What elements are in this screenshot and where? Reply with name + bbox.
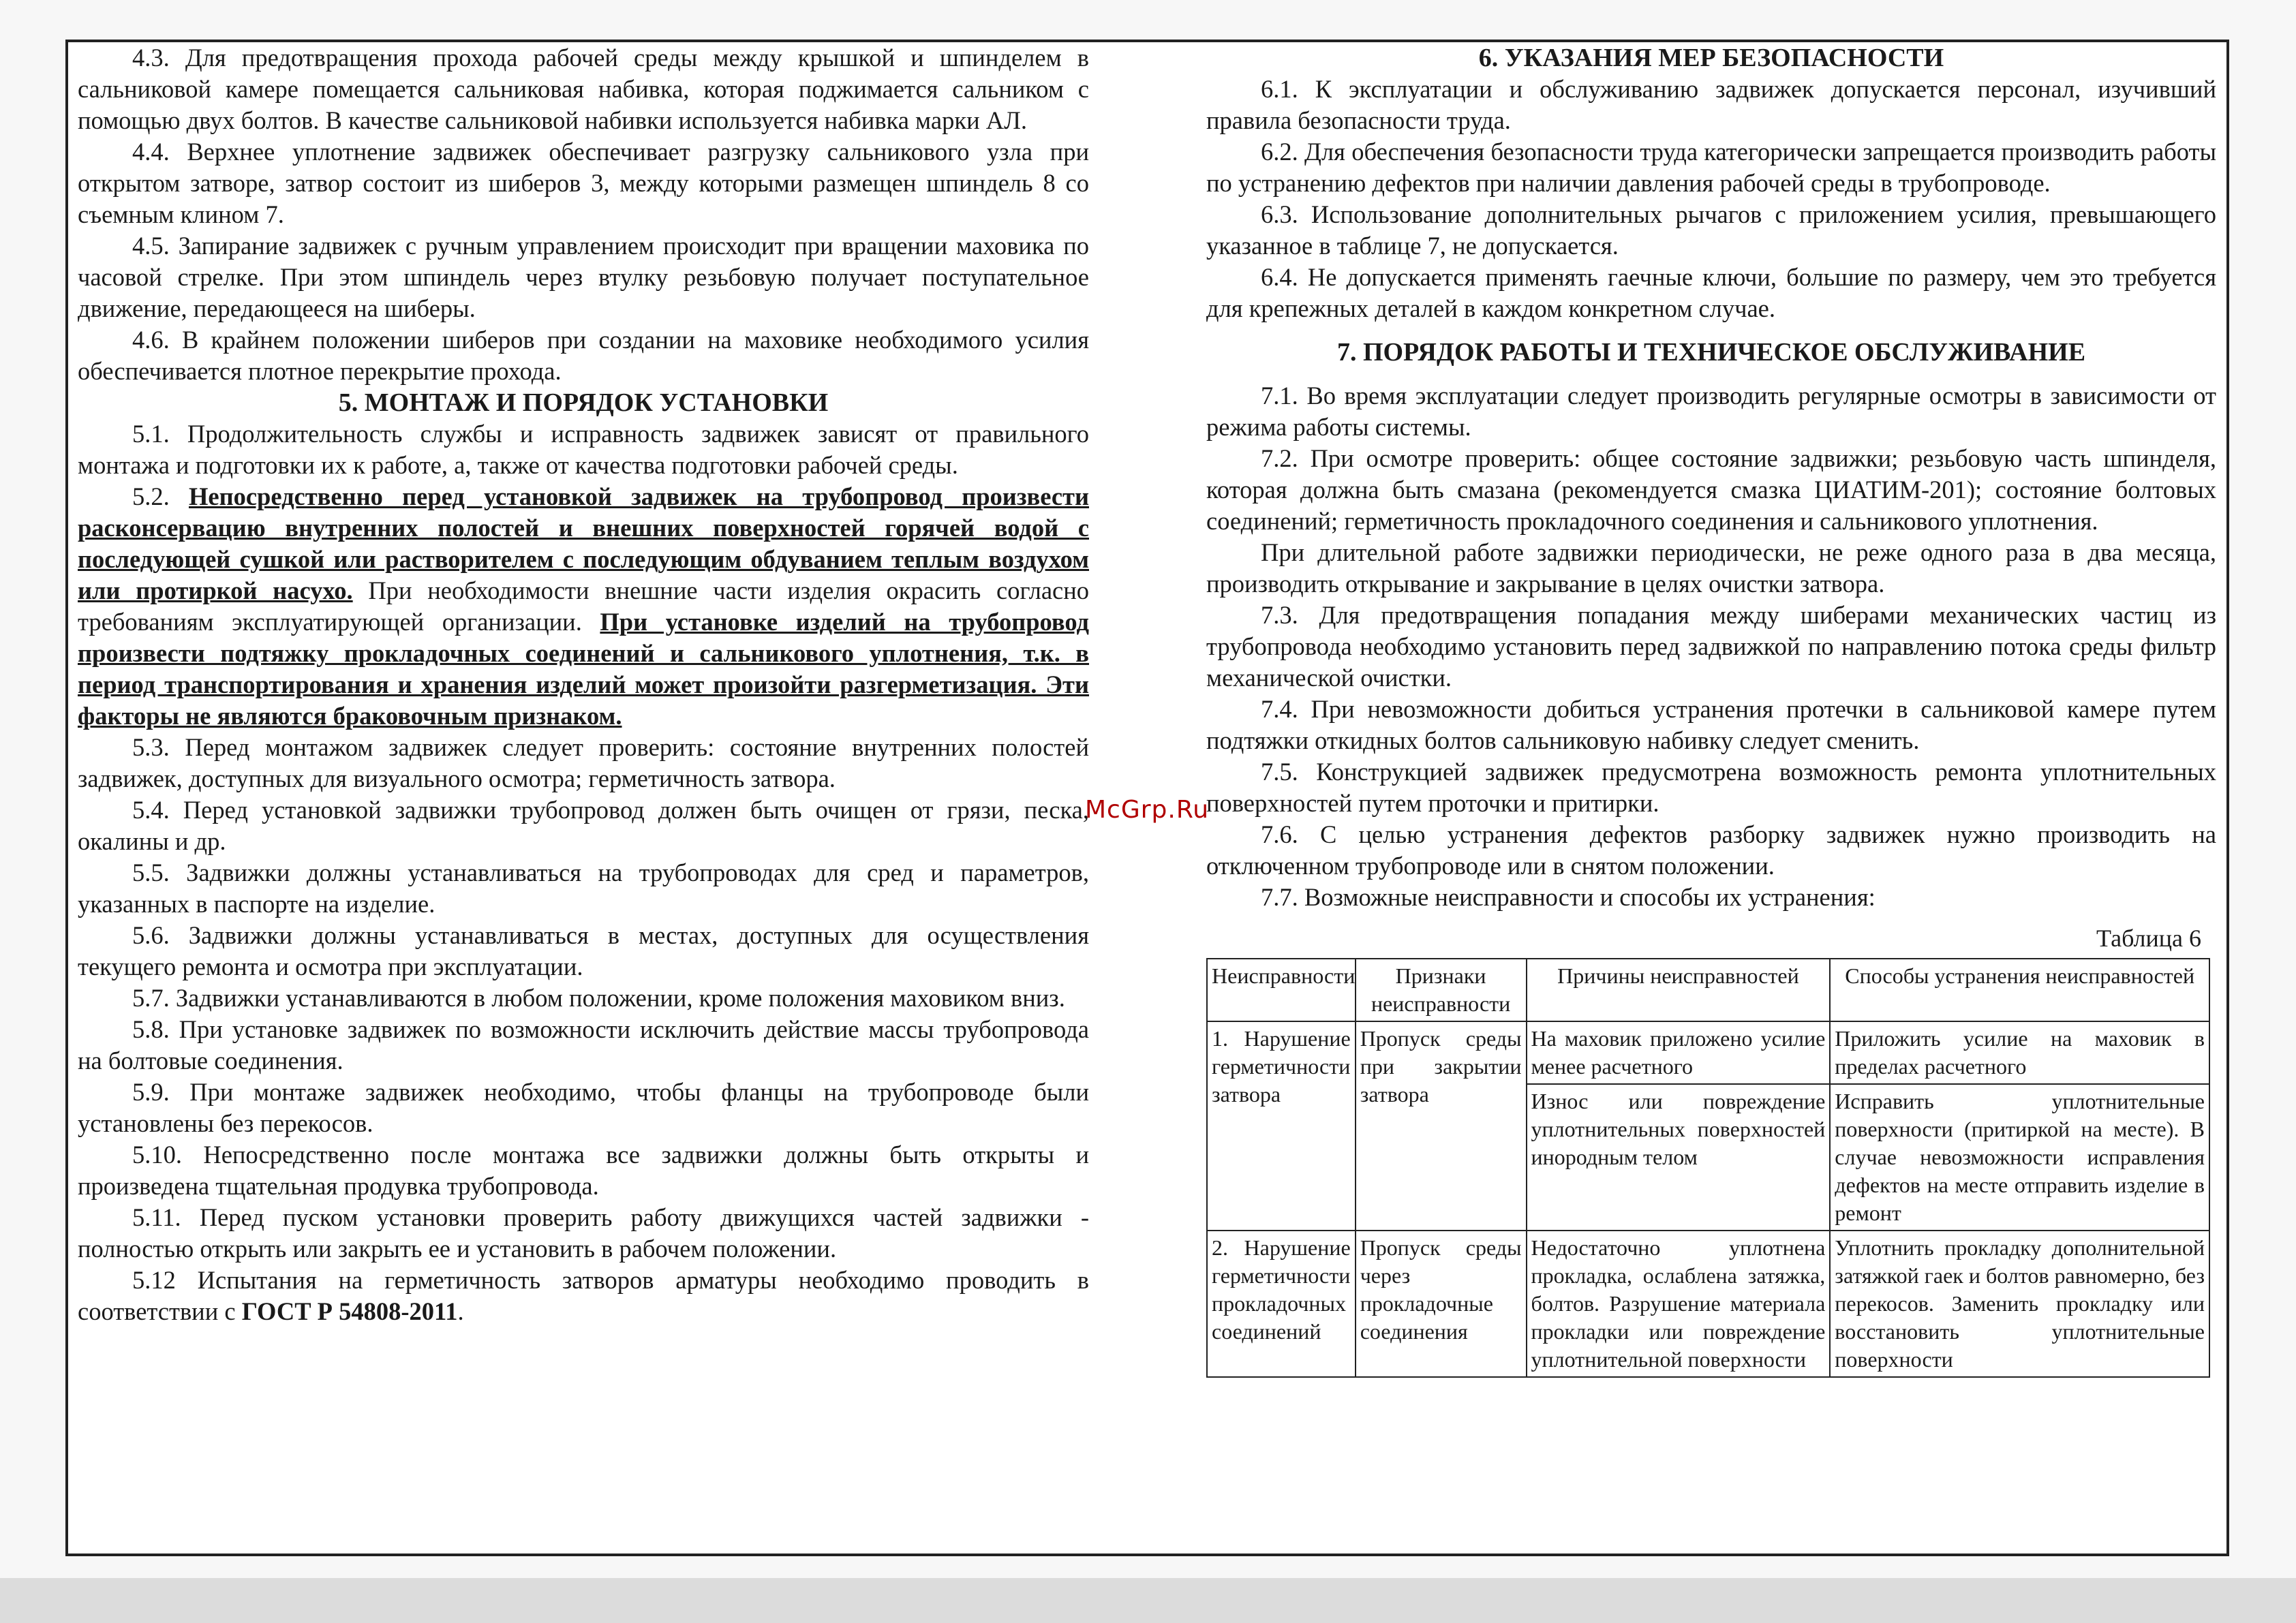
paragraph-6-4: 6.4. Не допускается применять гаечные ключи, большие по размеру, чем это требуется для крепежных деталей в каждом конкретном случае. [1206,263,2216,322]
paragraph-7-3: 7.3. Для предотвращения попадания между шиберами механических частиц из трубопровода необходимо установить перед задвижкой по направлению потока среды фильтр механической очистки. [1206,601,2216,692]
paragraph-7-5: 7.5. Конструкцией задвижек предусмотрена возможность ремонта уплотнительных поверхностей путем проточки и притирки. [1206,758,2216,817]
paragraph-6-2: 6.2. Для обеспечения безопасности труда категорически запрещается производить работы по устранению дефектов при наличии давления рабочей среды в трубопроводе. [1206,138,2216,197]
right-column [1206,42,2216,1378]
paragraph-4-6: 4.6. В крайнем положении шиберов при создании на маховике необходимого усилия обеспечивается плотное перекрытие прохода. [78,326,1089,385]
paragraph-5-12-end: . [457,1297,464,1325]
table-caption: Таблица 6 [2096,925,2201,952]
header-fault: Неисправности [1207,959,1356,1021]
remedy-cell: Исправить уплотнительные поверхности (притиркой на месте). В случае невозможности исправления дефектов на месте отправить изделие в ремонт [1830,1084,2209,1231]
paragraph-7-2: 7.2. При осмотре проверить: общее состояние задвижки; резьбовую часть шпинделя, которая должна быть смазана (рекомендуется смазка ЦИАТИМ-201); состояние болтовых соединений; герметичность прокладочного соединения и сальникового уплотнения. [1206,444,2216,535]
paragraph-5-10: 5.10. Непосредственно после монтажа все задвижки должны быть открыты и произведена тщательная продувка трубопровода. [78,1141,1089,1200]
paragraph-5-11: 5.11. Перед пуском установки проверить работу движущихся частей задвижки - полностью открыть или закрыть ее и установить в рабочем положении. [78,1203,1089,1263]
paragraph-5-3: 5.3. Перед монтажом задвижек следует проверить: состояние внутренних полостей задвижек, доступных для визуального осмотра; герметичность затвора. [78,733,1089,792]
paragraph-5-9: 5.9. При монтаже задвижек необходимо, чтобы фланцы на трубопроводе были установлены без перекосов. [78,1078,1089,1137]
paragraph-5-7: 5.7. Задвижки устанавливаются в любом положении, кроме положения маховиком вниз. [132,984,1065,1012]
symptom-cell: Пропуск среды при закрытии затвора [1356,1021,1527,1231]
header-remedy: Способы устранения неисправностей [1830,959,2209,1021]
left-column [78,42,1089,1327]
section-5-title: 5. МОНТАЖ И ПОРЯДОК УСТАНОВКИ [338,388,829,417]
table-row [1207,1021,2209,1084]
fault-cell: 1. Нарушение герметичности затвора [1207,1021,1356,1231]
bottom-band [0,1578,2296,1623]
cause-cell: Недостаточно уплотнена прокладка, ослаблена затяжка, болтов. Разрушение материала прокладки или повреждение уплотнительной поверхности [1527,1231,1831,1377]
cause-cell: На маховик приложено усилие менее расчетного [1527,1021,1831,1084]
paragraph-5-2-number: 5.2. [132,482,170,510]
remedy-cell: Уплотнить прокладку дополнительной затяжкой гаек и болтов равномерно, без перекосов. Заменить прокладку или восстановить уплотнительные поверхности [1830,1231,2209,1377]
section-6-title: 6. УКАЗАНИЯ МЕР БЕЗОПАСНОСТИ [1478,44,1944,72]
symptom-cell: Пропуск среды через прокладочные соединения [1356,1231,1527,1377]
paragraph-5-2-emphasis-2: При установке изделий на трубопровод произвести подтяжку прокладочных соединений и сальникового уплотнения, т.к. в период транспортирования и хранения изделий может произойти разгерметизация. Эти факторы не являются браковочным признаком. [78,608,1090,730]
watermark: McGrp.Ru [1085,796,1210,824]
paragraph-7-4: 7.4. При невозможности добиться устранения протечки в сальниковой камере путем подтяжки откидных болтов сальниковую набивку следует сменить. [1206,695,2216,754]
faults-table [1206,958,2210,1378]
table-row [1207,1231,2209,1377]
paragraph-5-2-normal: При необходимости внешние части изделия окрасить согласно требованиям эксплуатирующей организации. [78,576,1089,636]
paragraph-4-3: 4.3. Для предотвращения прохода рабочей среды между крышкой и шпинделем в сальниковой камере помещается сальниковая набивка, которая поджимается сальником с помощью двух болтов. В качестве сальниковой набивки используется набивка марки АЛ. [78,44,1089,134]
fault-cell: 2. Нарушение герметичности прокладочных соединений [1207,1231,1356,1377]
paragraph-5-12 [78,1265,1089,1327]
paragraph-7-1: 7.1. Во время эксплуатации следует производить регулярные осмотры в зависимости от режима работы системы. [1206,382,2216,441]
paragraph-4-4: 4.4. Верхнее уплотнение задвижек обеспечивает разгрузку сальникового узла при открытом затворе, затвор состоит из шиберов 3, между которыми размещен шпиндель 8 со съемным клином 7. [78,138,1089,228]
gost-reference: ГОСТ Р 54808-2011 [241,1297,458,1325]
paragraph-5-6: 5.6. Задвижки должны устанавливаться в местах, доступных для осуществления текущего ремонта и осмотра при эксплуатации. [78,921,1089,980]
paragraph-7-2-continued: При длительной работе задвижки периодически, не реже одного раза в два месяца, производить открывание и закрывание в целях очистки затвора. [1206,538,2216,598]
paragraph-5-2 [78,481,1089,732]
cause-cell: Износ или повреждение уплотнительных поверхностей инородным телом [1527,1084,1831,1231]
paragraph-5-1: 5.1. Продолжительность службы и исправность задвижек зависят от правильного монтажа и подготовки их к работе, а, также от качества подготовки рабочей среды. [78,420,1089,479]
paragraph-4-5: 4.5. Запирание задвижек с ручным управлением происходит при вращении маховика по часовой стрелке. При этом шпиндель через втулку резьбовую получает поступательное движение, передающееся на шиберы. [78,232,1089,322]
paragraph-5-5: 5.5. Задвижки должны устанавливаться на трубопроводах для сред и параметров, указанных в паспорте на изделие. [78,859,1089,918]
paragraph-6-3: 6.3. Использование дополнительных рычагов с приложением усилия, превышающего указанное в таблице 7, не допускается. [1206,200,2216,260]
paragraph-5-4: 5.4. Перед установкой задвижки трубопровод должен быть очищен от грязи, песка, окалины и др. [78,796,1089,855]
table-header-row [1207,959,2209,1021]
header-cause: Причины неисправностей [1527,959,1831,1021]
paragraph-7-6: 7.6. С целью устранения дефектов разборку задвижек нужно производить на отключенном трубопроводе или в снятом положении. [1206,820,2216,880]
paragraph-6-1: 6.1. К эксплуатации и обслуживанию задвижек допускается персонал, изучивший правила безопасности труда. [1206,75,2216,134]
paragraph-7-7: 7.7. Возможные неисправности и способы их устранения: [1261,883,1876,911]
paragraph-5-12-text: 5.12 Испытания на герметичность затворов арматуры необходимо проводить в соответствии с [78,1266,1089,1325]
paragraph-5-8: 5.8. При установке задвижек по возможности исключить действие массы трубопровода на болтовые соединения. [78,1015,1089,1075]
section-7-title: 7. ПОРЯДОК РАБОТЫ И ТЕХНИЧЕСКОЕ ОБСЛУЖИВАНИЕ [1336,338,2086,367]
header-symptom: Признаки неисправности [1356,959,1527,1021]
paragraph-5-2-emphasis-1: Непосредственно перед установкой задвижек на трубопровод произвести расконсервацию внутренних полостей и внешних поверхностей горячей водой с последующей сушкой или растворителем с последующим обдуванием теплым воздухом или протиркой насухо. [78,482,1089,604]
remedy-cell: Приложить усилие на маховик в пределах расчетного [1830,1021,2209,1084]
